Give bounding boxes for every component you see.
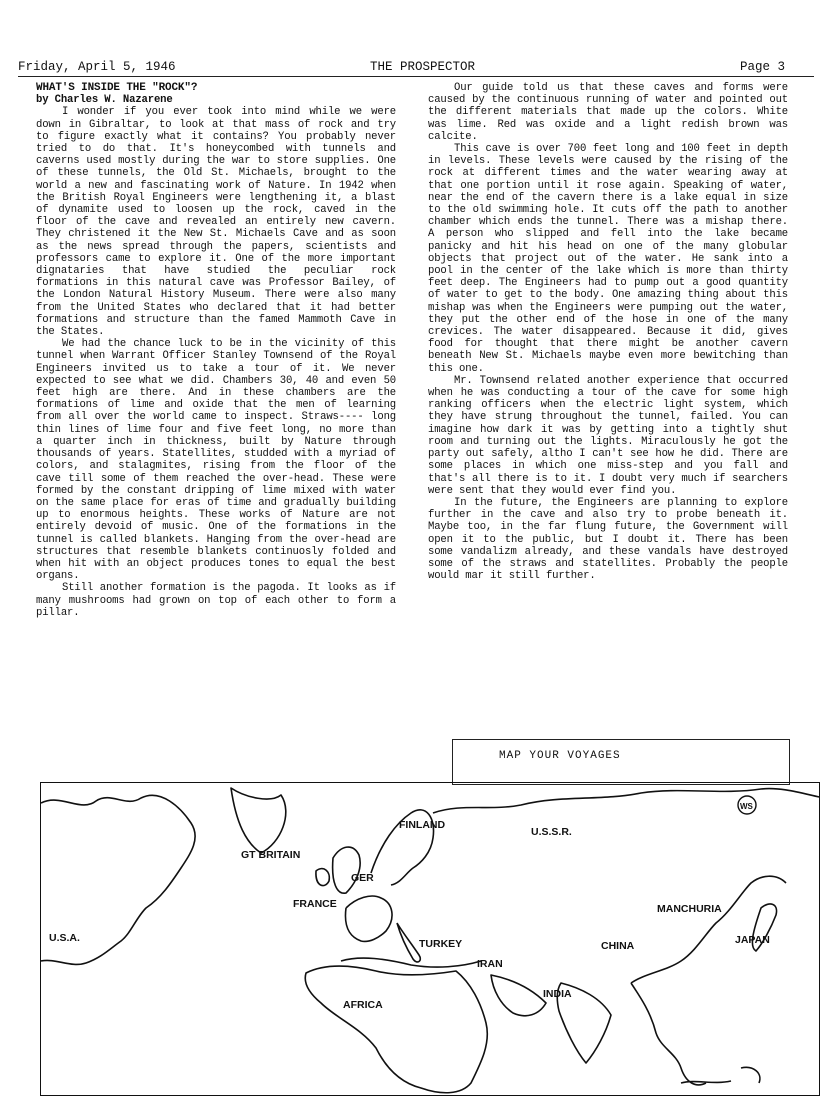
world-map — [40, 782, 820, 1096]
map-label-france: FRANCE — [293, 898, 337, 910]
coastline-western-europe — [345, 896, 392, 941]
article-paragraph: We had the chance luck to be in the vicinity of this tunnel when Warrant Officer Stanley Townsend of the Royal Engineers invited us to take a tour of it. We never expected to see what we did. Chambers 30, 40 and even 50 feet high are there. And in these chambers are the formations of lime and oxide that the men of learning from all over the world came to inspect. Straws---- long thin lines of lime four and five feet long, no more than a quarter inch in thickness, built by Nature through thousands of years. Statellites, studded with a myriad of colors, and stalagmites, rising from the floor of the cave till some of them reached the over-head. These were formed by the constant dripping of lime mixed with water on the same place for eras of time and gradually building up to enormous heights. These works of Nature are not entirely devoid of music. One of the formations in the tunnel is called blankets. Hanging from the over-head are structures that resemble blankets continuosly folded and when hit with an object produces tones to equal the best organs. — [36, 338, 396, 583]
article-byline: by Charles W. Nazarene — [36, 94, 173, 107]
article-paragraph: This cave is over 700 feet long and 100 feet in depth in levels. These levels were caused by the rising of the rock at different times and the water wearing away at that one portion until it rose again. Speaking of water, near the end of the cavern there is a lake equal in size to the old swimming hole. It cuts off the path to another chamber which ends the tunnel. There was a mishap there. A person who slipped and fell into the lake became panicky and hit his head on one of the many globular objects that project out of the water. He sank into a pool in the center of the lake which is more than thirty feet deep. The Engineers had to pump out a good quantity of water to get to the body. One amazing thing about this mishap was when the Engineers were pumping out the water, they put the other end of the hose in one of the many crevices. The water disappeared. Because it did, gives food for thought that there might be another cavern beneath New St. Michaels maybe even more bewitching than this one. — [428, 143, 788, 375]
coastline-indonesia — [681, 1067, 760, 1083]
coastline-arabia — [491, 975, 546, 1016]
map-label-turkey: TURKEY — [419, 938, 463, 950]
article-title: WHAT'S INSIDE THE "ROCK"? — [36, 82, 198, 94]
map-label-india: INDIA — [543, 988, 572, 1000]
article-paragraph: I wonder if you ever took into mind while we were down in Gibraltar, to look at that mass of rock and try to figure exactly what it contains? You probably never tried to do that. It's honeycombed with tunnels and caverns used mostly during the war to store supplies. One of these tunnels, the Old St. Michaels, brought to the world a new and fascinating work of Nature. In 1942 when the British Royal Engineers were lengthening it, a blast of dynamite used to loosen up the rock, caved in the floor of the cave and revealed an entirely new cavern. They christened it the New St. Michaels Cave and as soon as the news spread through the papers, scientists and professors came to explore it. One of the more important dignataries that have studied the peculiar rock formations in this natural cave was Professor Bailey, of the London Natural History Museum. There were also many from the United States who declared that it had better formations and structure than the famed Mammoth Cave in the States. — [36, 106, 396, 339]
article-paragraph: Still another formation is the pagoda. It looks as if many mushrooms had grown on top of each other to form a pillar. — [36, 582, 396, 619]
map-label-usa: U.S.A. — [49, 932, 80, 944]
article-right-column — [428, 82, 788, 582]
map-label-africa: AFRICA — [343, 999, 383, 1011]
coastline-southeast-asia — [631, 983, 706, 1085]
map-label-great-britain: GT BRITAIN — [241, 849, 301, 861]
map-title-box — [452, 739, 790, 785]
header-page-number: Page 3 — [740, 60, 786, 74]
map-label-ussr: U.S.S.R. — [531, 826, 572, 838]
header-date: Friday, April 5, 1946 — [18, 60, 176, 74]
coastline-africa — [305, 966, 487, 1093]
map-signature-mark — [738, 796, 756, 814]
article-paragraph: Our guide told us that these caves and forms were caused by the continuous running of water and pointed out the different materials that made up the colors. White was lime. Red was oxide and a light redish brown was calcite. — [428, 82, 788, 143]
coastline-east-asia — [631, 876, 786, 983]
map-title: MAP YOUR VOYAGES — [499, 750, 621, 762]
coastline-northern-eurasia — [433, 789, 819, 813]
map-label-germany: GER — [351, 872, 374, 884]
map-label-japan: JAPAN — [735, 934, 770, 946]
coastline-italy — [397, 923, 420, 962]
coastline-greenland — [231, 788, 286, 853]
map-labels — [49, 819, 770, 1011]
header-paper-name: THE PROSPECTOR — [370, 60, 476, 74]
article-paragraph: In the future, the Engineers are planning to explore further in the cave and also try to probe beneath it. Maybe too, in the far flung future, the Government will open it to the public, but I doubt it. There has been some vandalizm already, and these vandals have destroyed some of the straws and statellites. Probably the people would mar it still further. — [428, 496, 788, 583]
map-label-finland: FINLAND — [399, 819, 446, 831]
coastline-ireland — [316, 869, 329, 886]
coastline-mediterranean-south — [341, 958, 481, 967]
map-label-china: CHINA — [601, 940, 635, 952]
map-label-iran: IRAN — [477, 958, 503, 970]
world-map-drawing — [41, 783, 819, 1095]
map-signature: WS — [740, 802, 753, 811]
header-rule — [18, 76, 814, 77]
article-left-column — [36, 82, 396, 619]
article-paragraph: Mr. Townsend related another experience that occurred when he was conducting a tour of the cave for some high ranking officers when the electric light system, which they have strung throughout the tunnel, failed. You can imagine how dark it was by getting into a tightly shut room and turning out the lights. Miraculously he got the party out safely, altho I can't see how he did. There are some places in which one miss-step and you fall and that's all there is to it. I doubt very much if searchers were sent that they would ever find you. — [428, 374, 788, 497]
page-header — [18, 60, 818, 80]
coastline-great-britain — [333, 847, 361, 893]
map-label-manchuria: MANCHURIA — [657, 903, 722, 915]
